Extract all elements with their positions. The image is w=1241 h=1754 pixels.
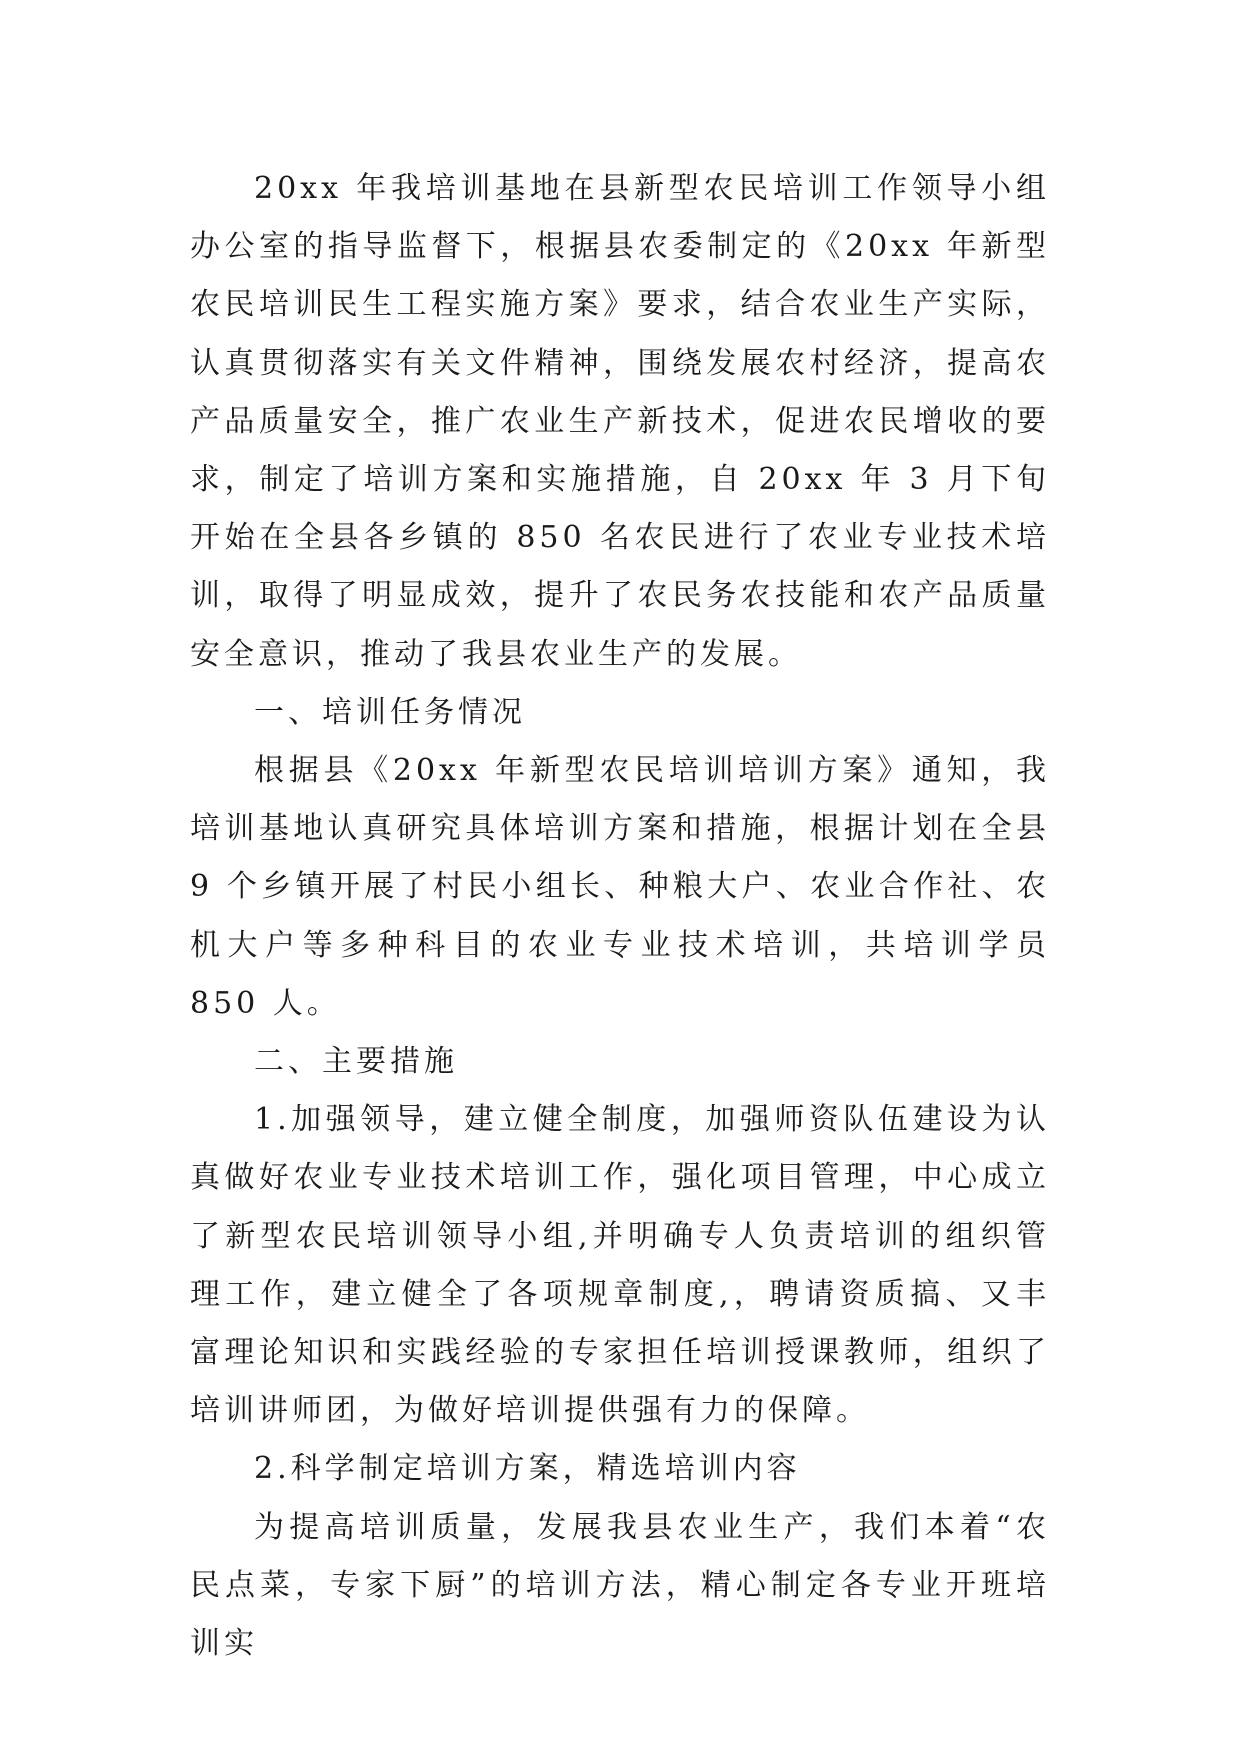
measure-1-paragraph: 1.加强领导，建立健全制度，加强师资队伍建设为认真做好农业专业技术培训工作，强化项目管理，中心成立了新型农民培训领导小组,并明确专人负责培训的组织管理工作，建立健全了各项规章制度,，聘请资质搞、又丰富理论知识和实践经验的专家担任培训授课教师，组织了培训讲师团，为做好培训提供强有力的保障。 [190, 1102, 1050, 1429]
document-body [190, 160, 1050, 1673]
intro-paragraph: 20xx 年我培训基地在县新型农民培训工作领导小组办公室的指导监督下，根据县农委制定的《20xx 年新型农民培训民生工程实施方案》要求，结合农业生产实际，认真贯彻落实有关文件精神，围绕发展农村经济，提高农产品质量安全，推广农业生产新技术，促进农民增收的要求，制定了培训方案和实施措施，自 20xx 年 3 月下旬开始在全县各乡镇的 850 名农民进行了农业专业技术培训，取得了明显成效，提升了农民务农技能和农产品质量安全意识，推动了我县农业生产的发展。 [190, 171, 1050, 672]
section-heading-main-measures: 二、主要措施 [254, 1044, 458, 1080]
section-heading-training-tasks: 一、培训任务情况 [254, 694, 526, 730]
measure-2-paragraph: 为提高培训质量，发展我县农业生产，我们本着“农民点菜，专家下厨”的培训方法，精心制定各专业开班培训实 [190, 1509, 1050, 1662]
measure-2-heading: 2.科学制定培训方案，精选培训内容 [254, 1451, 801, 1487]
training-tasks-paragraph: 根据县《20xx 年新型农民培训培训方案》通知，我培训基地认真研究具体培训方案和措施，根据计划在全县 9 个乡镇开展了村民小组长、种粮大户、农业合作社、农机大户等多种科目的农业专业技术培训，共培训学员 850 人。 [190, 753, 1050, 1021]
